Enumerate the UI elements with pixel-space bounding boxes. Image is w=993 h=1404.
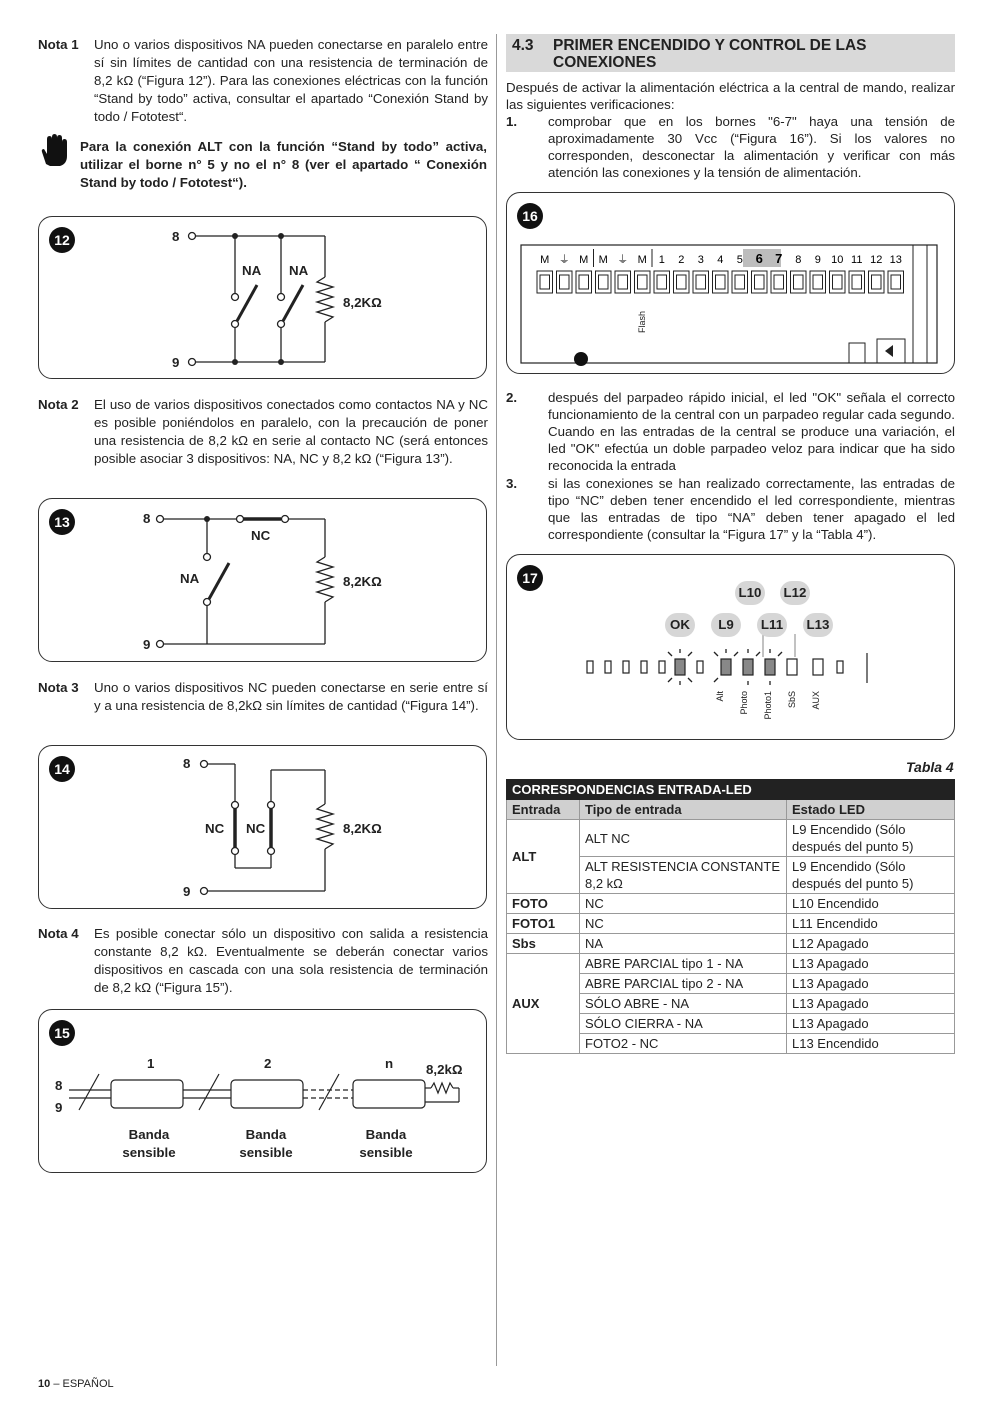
table-cell: NC [580, 914, 787, 934]
figure-number: 16 [517, 203, 543, 229]
terminal-slot [891, 275, 901, 289]
device-2-label: 2 [264, 1056, 272, 1071]
led-label-l13: L13 [803, 613, 833, 637]
table-row [507, 820, 955, 857]
step-text: después del parpadeo rápido inicial, el led "OK" señala el correcto funcionamiento de la central con un parpadeo regular cada segundo. Cuando en las entradas de la central se produce una variación, el led "OK" efectúa un doble parpadeo veloz para indicar que ha sido reconocida la entrada [548, 390, 955, 473]
terminal-8: 8 [55, 1078, 63, 1093]
terminal-slot [872, 275, 882, 289]
step-text: si las conexiones se han realizado correctamente, las entradas de tipo “NC” deben tener encendido el led correspondiente, mientras que las entradas de tipo “NA” deben tener apagado el led correspondiente (consultar la “Figura 17” y la “Tabla 4”). [548, 476, 955, 542]
section-header [506, 34, 955, 72]
table-cell: L13 Encendido [787, 1034, 955, 1054]
figure-number: 15 [49, 1020, 75, 1046]
table-cell: L13 Apagado [787, 1014, 955, 1034]
device-n-label: n [385, 1056, 394, 1071]
terminal-slot [677, 275, 687, 289]
terminal-label: ⏚ [558, 254, 570, 266]
terminal-label: M [598, 254, 608, 266]
label-resistor: 8,2kΩ [426, 1062, 463, 1077]
column-header: Estado LED [787, 800, 955, 820]
input-label: Photo1 [763, 691, 773, 720]
column-header: Tipo de entrada [580, 800, 787, 820]
page-number: 10 [38, 1378, 51, 1390]
terminal-slot [540, 275, 550, 289]
section-number: 4.3 [512, 37, 534, 54]
terminal-screw [596, 271, 612, 293]
table-cell: NC [580, 894, 787, 914]
table-cell: Sbs [507, 934, 580, 954]
footer-language: – ESPAÑOL [53, 1378, 114, 1390]
nota-2 [38, 396, 488, 468]
terminal-label: M [540, 254, 550, 266]
banda-label: Banda sensible [122, 1127, 176, 1160]
table-cell: L13 Apagado [787, 994, 955, 1014]
terminal-screw [654, 271, 670, 293]
label-resistor: 8,2KΩ [343, 821, 382, 836]
figure-number: 13 [49, 509, 75, 535]
input-label: Alt [715, 691, 725, 702]
table-cell: FOTO1 [507, 914, 580, 934]
terminal-slot [579, 275, 589, 289]
terminal-label: 8 [795, 254, 802, 266]
terminal-label: 7 [775, 251, 783, 266]
led-label-l11: L11 [757, 613, 787, 637]
terminal-screw [752, 271, 768, 293]
terminal-slot [774, 275, 784, 289]
nota-text: Uno o varios dispositivos NA pueden conectarse en paralelo entre sí sin límites de cantidad con una resistencia de terminación de 8,2 kΩ (“Figura 12”). Para las conexiones eléctricas con la función “Stand by todo” activa, consultar el apartado “Conexión Stand by todo / Fototest“. [94, 37, 488, 124]
terminal-label: M [579, 254, 589, 266]
banda-label: Banda sensible [359, 1127, 413, 1160]
terminal-9: 9 [55, 1100, 63, 1115]
terminal-slot [696, 275, 706, 289]
table-cell: FOTO2 - NC [580, 1034, 787, 1054]
nota-label: Nota 2 [38, 397, 79, 412]
figure-number: 17 [517, 565, 543, 591]
label-na: NA [180, 571, 200, 586]
table-label: Tabla 4 [906, 759, 954, 775]
column-header: Entrada [507, 800, 580, 820]
terminal-label: 4 [717, 254, 724, 266]
terminal-slot [735, 275, 745, 289]
terminal-8: 8 [143, 511, 151, 526]
led-label-l9: L9 [711, 613, 741, 637]
column-divider [496, 34, 497, 1366]
terminal-label: 12 [870, 254, 883, 266]
table-cell: NA [580, 934, 787, 954]
led-label-l12: L12 [780, 581, 810, 605]
nota-text: Es posible conectar sólo un dispositivo con salida a resistencia constante 8,2 kΩ. Eventualmente se deberán conectar varios dispositivos en cascada con una sola resistencia de terminación de 8,2 kΩ (“Figura 15”). [94, 926, 488, 995]
nota-label: Nota 4 [38, 926, 79, 941]
terminal-label: 13 [889, 254, 902, 266]
terminal-label: 11 [851, 254, 863, 266]
table-4 [506, 779, 955, 1054]
section-title: PRIMER ENCENDIDO Y CONTROL DE LAS CONEXIONES [553, 37, 867, 71]
step-2 [506, 389, 955, 474]
figure-17 [506, 554, 955, 740]
terminal-screw [732, 271, 748, 293]
terminal-screw [693, 271, 709, 293]
terminal-screw [869, 271, 885, 293]
nota-1 [38, 36, 488, 126]
terminal-slot [813, 275, 823, 289]
terminal-slot [599, 275, 609, 289]
terminal-slot [657, 275, 667, 289]
figure-number: 12 [49, 227, 75, 253]
table-cell: ALT NC [580, 820, 787, 857]
table-cell: ABRE PARCIAL tipo 1 - NA [580, 954, 787, 974]
terminal-8: 8 [183, 756, 191, 771]
terminal-screw [557, 271, 573, 293]
terminal-label: 3 [697, 254, 704, 266]
table-cell: L9 Encendido (Sólo después del punto 5) [787, 820, 955, 857]
terminal-label: 1 [658, 254, 665, 266]
figure-number: 14 [49, 756, 75, 782]
step-3 [506, 475, 955, 543]
label-na: NA [289, 263, 309, 278]
terminal-screw [674, 271, 690, 293]
intro-text: Después de activar la alimentación eléctrica a la central de mando, realizar las siguientes verificaciones: [506, 80, 955, 112]
warning-text: Para la conexión ALT con la función “Stand by todo” activa, utilizar el borne n° 5 y no el n° 8 (ver el apartado “ Conexión Stand by todo / Fototest“). [80, 139, 487, 190]
figure-14 [38, 745, 487, 909]
terminal-screw [849, 271, 865, 293]
terminal-screw [771, 271, 787, 293]
led-label-ok: OK [665, 613, 695, 637]
nota-label: Nota 1 [38, 37, 79, 52]
terminal-screw [537, 271, 553, 293]
figure-15 [38, 1009, 487, 1173]
terminal-screw [888, 271, 904, 293]
terminal-slot [755, 275, 765, 289]
table-caption: CORRESPONDENCIAS ENTRADA-LED [507, 780, 955, 800]
label-resistor: 8,2KΩ [343, 295, 382, 310]
terminal-label: 5 [736, 254, 743, 266]
nota-text: Uno o varios dispositivos NC pueden conectarse en serie entre sí y a una resistencia de 8,2kΩ sin límites de cantidad (“Figura 14”). [94, 680, 488, 713]
terminal-slot [852, 275, 862, 289]
device-1-label: 1 [147, 1056, 155, 1071]
table-cell: AUX [507, 954, 580, 1054]
terminal-label: ⏚ [617, 254, 629, 266]
table-row [507, 954, 955, 974]
table-row [507, 894, 955, 914]
table-cell: L10 Encendido [787, 894, 955, 914]
table-cell: L12 Apagado [787, 934, 955, 954]
nota-4 [38, 925, 488, 997]
terminal-screw [791, 271, 807, 293]
step-number: 3. [506, 476, 518, 491]
terminal-screw [635, 271, 651, 293]
nota-3 [38, 679, 488, 715]
terminal-label: 9 [814, 254, 821, 266]
terminal-screw [830, 271, 846, 293]
stop-hand-icon [38, 134, 70, 171]
led-label-l10: L10 [735, 581, 765, 605]
input-label: AUX [811, 691, 821, 710]
flash-label: Flash [637, 311, 647, 334]
step-number: 1. [506, 114, 518, 129]
figure-16 [506, 192, 955, 374]
step-text: comprobar que en los bornes "6-7" haya una tensión de aproximadamente 30 Vcc (“Figura 16”). Si los valores no corresponden, desconectar la alimentación y verificar con más atención las conexiones y la tensión de alimentación. [548, 114, 955, 180]
table-row [507, 934, 955, 954]
terminal-slot [716, 275, 726, 289]
table-cell: SÓLO CIERRA - NA [580, 1014, 787, 1034]
table-row [507, 914, 955, 934]
terminal-screw [576, 271, 592, 293]
terminal-slot [618, 275, 628, 289]
table-cell: L13 Apagado [787, 974, 955, 994]
terminal-9: 9 [183, 884, 191, 899]
terminal-label: 6 [755, 251, 763, 266]
nota-label: Nota 3 [38, 680, 79, 695]
input-label: SbS [787, 691, 797, 709]
terminal-slot [560, 275, 570, 289]
label-nc: NC [246, 821, 266, 836]
terminal-label: 2 [678, 254, 685, 266]
table-cell: ALT [507, 820, 580, 894]
table-cell: ABRE PARCIAL tipo 2 - NA [580, 974, 787, 994]
figure-12 [38, 216, 487, 379]
label-resistor: 8,2KΩ [343, 574, 382, 589]
terminal-9: 9 [143, 637, 151, 652]
label-nc: NC [251, 528, 271, 543]
terminal-8: 8 [172, 229, 180, 244]
table-cell: L9 Encendido (Sólo después del punto 5) [787, 857, 955, 894]
page-footer [38, 1378, 114, 1390]
terminal-label: 10 [831, 254, 844, 266]
terminal-slot [833, 275, 843, 289]
figure-13 [38, 498, 487, 662]
table-cell: L11 Encendido [787, 914, 955, 934]
label-nc: NC [205, 821, 225, 836]
step-number: 2. [506, 390, 518, 405]
terminal-label: M [637, 254, 647, 266]
terminal-screw [713, 271, 729, 293]
banda-label: Banda sensible [239, 1127, 293, 1160]
table-cell: FOTO [507, 894, 580, 914]
step-1 [506, 113, 955, 181]
input-label: Photo [739, 691, 749, 715]
terminal-slot [794, 275, 804, 289]
table-cell: L13 Apagado [787, 954, 955, 974]
terminal-slot [638, 275, 648, 289]
nota-text: El uso de varios dispositivos conectados como contactos NA y NC es posible poniéndolos en paralelo, con la precaución de poner una resistencia de 8,2 kΩ en serie al contacto NC (será entonces posible asociar 3 dispositivos: NA, NC y 8,2 kΩ (“Figura 13”). [94, 397, 488, 466]
table-cell: ALT RESISTENCIA CONSTANTE 8,2 kΩ [580, 857, 787, 894]
terminal-9: 9 [172, 355, 180, 370]
terminal-screw [810, 271, 826, 293]
table-cell: SÓLO ABRE - NA [580, 994, 787, 1014]
label-na: NA [242, 263, 262, 278]
terminal-screw [615, 271, 631, 293]
